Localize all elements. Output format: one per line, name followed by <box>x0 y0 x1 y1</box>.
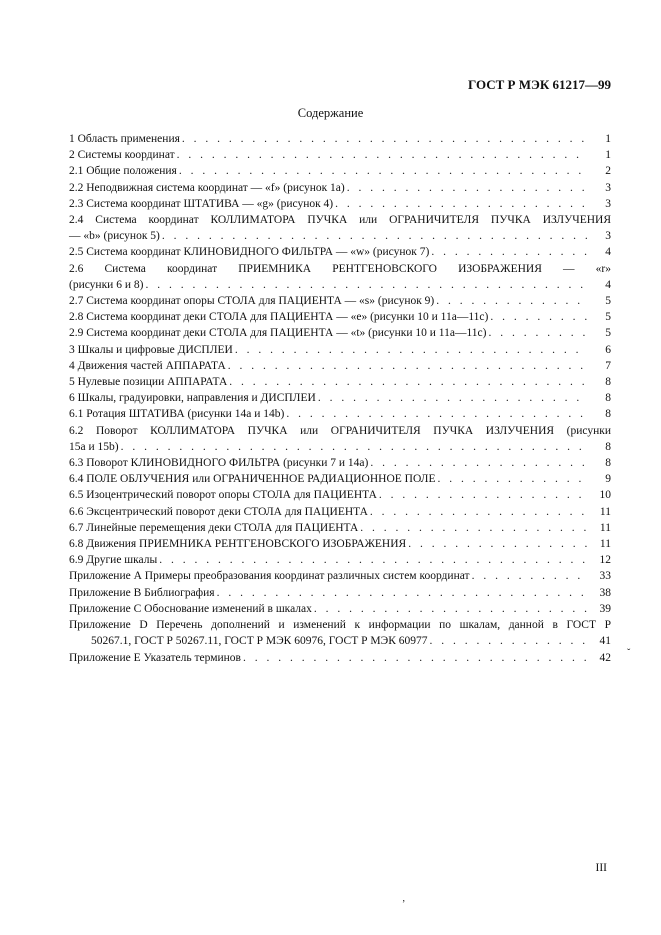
dot-leader <box>406 536 587 552</box>
toc-entry[interactable] <box>69 358 611 374</box>
toc-entry-title: 2 Системы координат <box>69 149 175 162</box>
toc-entry[interactable] <box>69 244 611 260</box>
dot-leader <box>333 196 587 212</box>
dot-leader <box>345 180 587 196</box>
toc-entry-title: 2.8 Система координат деки СТОЛА для ПАЦИЕНТА — «е» (рисунки 10 и 11а—11с) <box>69 311 489 324</box>
toc-entry-page: 3 <box>605 197 611 210</box>
dot-leader <box>368 504 587 520</box>
toc-entry-title: 5 Нулевые позиции АППАРАТА <box>69 376 228 389</box>
toc-entry[interactable] <box>69 487 611 503</box>
dot-leader <box>436 471 587 487</box>
toc-entry-page: 1 <box>605 149 611 162</box>
toc-entry[interactable] <box>69 131 611 147</box>
toc-entry-title: Приложение А Примеры преобразования координат различных систем координат <box>69 570 470 583</box>
toc-entry-title: Приложение Е Указатель терминов <box>69 651 241 664</box>
dot-leader <box>312 601 587 617</box>
toc-entry-page: 10 <box>599 489 611 502</box>
toc-entry[interactable] <box>69 552 611 568</box>
toc-entry-title: 2.1 Общие положения <box>69 165 177 178</box>
toc-entry-page: 3 <box>605 181 611 194</box>
toc-entry-page: 8 <box>605 457 611 470</box>
toc-entry[interactable] <box>69 325 611 341</box>
dot-leader <box>488 309 587 325</box>
toc-entry[interactable] <box>69 568 611 584</box>
toc-entry-page: 2 <box>605 165 611 178</box>
toc-entry[interactable] <box>69 520 611 536</box>
toc-entry-page: 8 <box>605 376 611 389</box>
toc-entry[interactable] <box>69 504 611 520</box>
toc-entry[interactable] <box>69 196 611 212</box>
toc-entry-page: 7 <box>605 359 611 372</box>
toc-entry-title-line: 2.4 Система координат КОЛЛИМАТОРА ПУЧКА или ОГРАНИЧИТЕЛЯ ПУЧКА ИЗЛУЧЕНИЯ <box>69 214 611 227</box>
toc-entry-title: — «b» (рисунок 5) <box>69 230 160 243</box>
dot-leader <box>358 520 587 536</box>
toc-entry[interactable] <box>69 147 611 163</box>
dot-leader <box>377 487 587 503</box>
toc-entry-page: 6 <box>605 343 611 356</box>
toc-entry-title: Приложение С Обоснование изменений в шкалах <box>69 602 312 615</box>
toc-entry-page: 5 <box>605 311 611 324</box>
dot-leader <box>241 650 587 666</box>
page-title: Содержание <box>297 106 364 120</box>
toc-entry-title-line: 6.2 Поворот КОЛЛИМАТОРА ПУЧКА или ОГРАНИЧИТЕЛЯ ПУЧКА ИЗЛУЧЕНИЯ (рисунки <box>69 424 611 437</box>
bottom-mark: ʼ <box>402 899 406 910</box>
toc-entry-page: 3 <box>605 230 611 243</box>
toc-entry-page: 4 <box>605 246 611 259</box>
dot-leader <box>157 552 587 568</box>
toc-entry[interactable] <box>69 163 611 179</box>
toc-entry[interactable] <box>69 293 611 309</box>
toc-entry-title: 2.7 Система координат опоры СТОЛА для ПАЦИЕНТА — «s» (рисунок 9) <box>69 295 435 308</box>
table-of-contents <box>69 131 611 666</box>
toc-entry-title: 6.7 Линейные перемещения деки СТОЛА для ПАЦИЕНТА <box>69 521 359 534</box>
dot-leader <box>143 277 587 293</box>
toc-entry[interactable] <box>69 536 611 552</box>
margin-mark: ˇ <box>627 648 631 659</box>
toc-entry-page: 9 <box>605 473 611 486</box>
dot-leader <box>226 358 587 374</box>
dot-leader <box>368 455 587 471</box>
toc-entry[interactable] <box>69 390 611 406</box>
toc-entry-title: 6.5 Изоцентрический поворот опоры СТОЛА для ПАЦИЕНТА <box>69 489 377 502</box>
toc-entry-page: 12 <box>599 554 611 567</box>
dot-leader <box>180 131 587 147</box>
toc-entry-title: 6.3 Поворот КЛИНОВИДНОГО ФИЛЬТРА (рисунки 7 и 14а) <box>69 457 369 470</box>
toc-entry[interactable] <box>69 374 611 390</box>
toc-entry-page: 8 <box>605 440 611 453</box>
dot-leader <box>316 390 587 406</box>
toc-entry-page: 8 <box>605 392 611 405</box>
toc-entry-title: Приложение В Библиография <box>69 586 215 599</box>
dot-leader <box>215 585 587 601</box>
toc-entry[interactable] <box>69 180 611 196</box>
toc-entry-title: 2.3 Система координат ШТАТИВА — «g» (рисунок 4) <box>69 197 334 210</box>
toc-entry-title-line: Приложение D Перечень дополнений и изменений к информации по шкалам, данной в ГОСТ Р <box>69 619 611 632</box>
dot-leader <box>428 633 588 649</box>
toc-entry-page: 5 <box>605 327 611 340</box>
toc-entry-page: 11 <box>599 505 611 518</box>
toc-entry[interactable] <box>69 617 611 649</box>
toc-entry[interactable] <box>69 423 611 455</box>
dot-leader <box>233 342 587 358</box>
dot-leader <box>227 374 587 390</box>
toc-entry-title: 15а и 15b) <box>69 440 119 453</box>
toc-entry-title: 6 Шкалы, градуировки, направления и ДИСПЛЕИ <box>69 392 316 405</box>
toc-entry-page: 39 <box>599 602 611 615</box>
toc-entry-page: 1 <box>605 133 611 145</box>
toc-entry-title: 6.4 ПОЛЕ ОБЛУЧЕНИЯ или ОГРАНИЧЕННОЕ РАДИАЦИОННОЕ ПОЛЕ <box>69 473 436 486</box>
toc-entry-page: 41 <box>599 635 611 648</box>
toc-entry-page: 4 <box>605 278 611 291</box>
toc-entry-title: 2.2 Неподвижная система координат — «f» (рисунок 1а) <box>69 181 345 194</box>
toc-entry[interactable] <box>69 585 611 601</box>
toc-entry[interactable] <box>69 309 611 325</box>
dot-leader <box>284 406 587 422</box>
toc-entry-page: 33 <box>599 570 611 583</box>
toc-entry-title: 6.9 Другие шкалы <box>69 554 158 567</box>
dot-leader <box>486 325 587 341</box>
toc-entry-page: 5 <box>605 295 611 308</box>
toc-entry-title: 50267.1, ГОСТ Р 50267.11, ГОСТ Р МЭК 60976, ГОСТ Р МЭК 60977 <box>91 635 428 648</box>
dot-leader <box>177 163 587 179</box>
document-id: ГОСТ Р МЭК 61217—99 <box>468 77 611 92</box>
toc-entry-title: 6.6 Эксцентрический поворот деки СТОЛА для ПАЦИЕНТА <box>69 505 368 518</box>
toc-entry-title: (рисунки 6 и 8) <box>69 278 144 291</box>
dot-leader <box>434 293 587 309</box>
toc-entry-page: 38 <box>599 586 611 599</box>
dot-leader <box>429 244 587 260</box>
toc-entry[interactable] <box>69 650 611 666</box>
dot-leader <box>470 568 587 584</box>
toc-entry-title: 6.1 Ротация ШТАТИВА (рисунки 14а и 14b) <box>69 408 285 421</box>
toc-entry-title: 3 Шкалы и цифровые ДИСПЛЕИ <box>69 343 233 356</box>
dot-leader <box>160 228 587 244</box>
toc-entry[interactable] <box>69 212 611 244</box>
toc-entry-title: 1 Область применения <box>69 133 180 145</box>
toc-entry[interactable] <box>69 261 611 293</box>
toc-entry[interactable] <box>69 601 611 617</box>
toc-entry-title: 2.9 Система координат деки СТОЛА для ПАЦИЕНТА — «t» (рисунки 10 и 11а—11с) <box>69 327 487 340</box>
toc-entry[interactable] <box>69 455 611 471</box>
page-number: III <box>595 862 607 874</box>
dot-leader <box>175 147 587 163</box>
toc-entry-title: 4 Движения частей АППАРАТА <box>69 359 226 372</box>
toc-entry-title: 2.5 Система координат КЛИНОВИДНОГО ФИЛЬТРА — «w» (рисунок 7) <box>69 246 430 259</box>
toc-entry[interactable] <box>69 471 611 487</box>
toc-entry[interactable] <box>69 342 611 358</box>
toc-entry-title: 6.8 Движения ПРИЕМНИКА РЕНТГЕНОВСКОГО ИЗОБРАЖЕНИЯ <box>69 538 407 551</box>
dot-leader <box>119 439 587 455</box>
toc-entry[interactable] <box>69 406 611 422</box>
toc-entry-page: 11 <box>599 521 611 534</box>
toc-entry-title-line: 2.6 Система координат ПРИЕМНИКА РЕНТГЕНОВСКОГО ИЗОБРАЖЕНИЯ — «r» <box>69 262 611 275</box>
toc-entry-page: 11 <box>599 538 611 551</box>
toc-entry-page: 8 <box>605 408 611 421</box>
toc-entry-page: 42 <box>599 651 611 664</box>
